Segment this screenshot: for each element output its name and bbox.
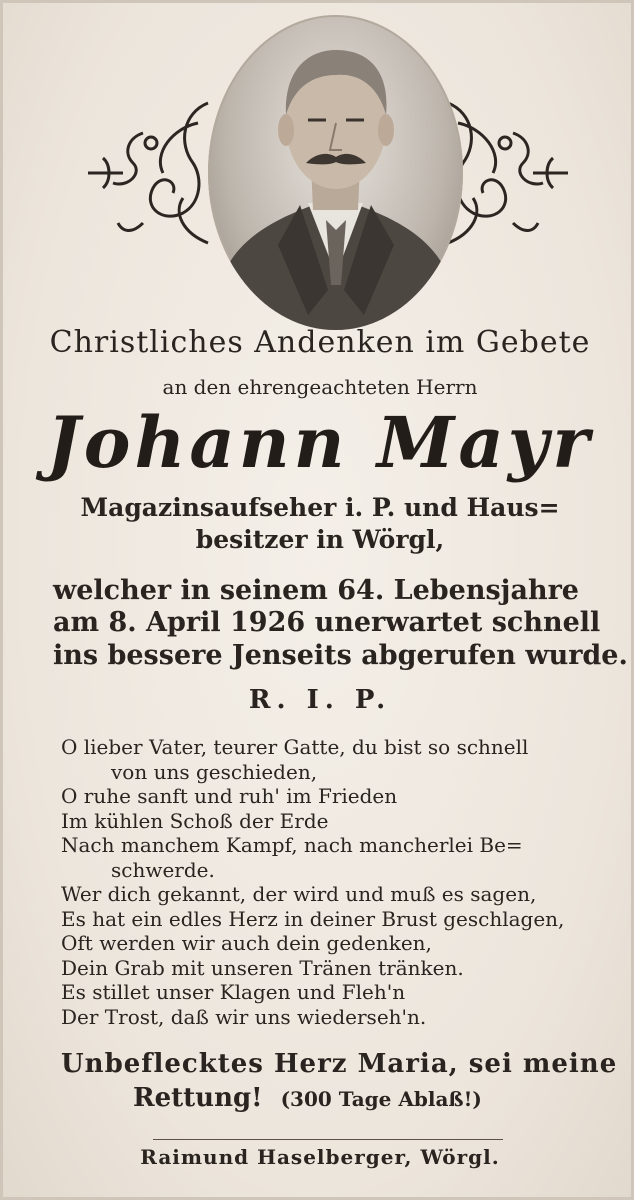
death-line-2: am 8. April 1926 unerwartet schnell — [53, 607, 601, 638]
poem-line: von uns geschieden, — [111, 759, 318, 784]
poem-line: Nach manchem Kampf, nach mancherlei Be= — [61, 833, 523, 857]
card-heading: Christliches Andenken im Gebete — [49, 325, 591, 360]
occupation-line-1: Magazinsaufseher i. P. und Haus= — [80, 493, 560, 522]
poem-line: Im kühlen Schoß der Erde — [61, 808, 329, 833]
poem-line: Oft werden wir auch dein gedenken, — [61, 931, 432, 955]
poem-line: schwerde. — [111, 857, 215, 882]
man-portrait-photo-icon — [208, 15, 463, 330]
poem-line: Wer dich gekannt, der wird und muß es sagen, — [61, 882, 537, 906]
poem-line: Dein Grab mit unseren Tränen tränken. — [61, 955, 464, 980]
divider-rule — [153, 1139, 503, 1140]
card-subheading: an den ehrengeachteten Herrn — [162, 375, 478, 399]
poem-line: Es stillet unser Klagen und Fleh'n — [61, 980, 406, 1004]
death-line-3: ins bessere Jenseits abgerufen wurde. — [53, 640, 628, 671]
poem-line: O ruhe sanft und ruh' im Frieden — [61, 784, 398, 808]
occupation-line-2: besitzer in Wörgl, — [195, 525, 445, 554]
portrait-frame — [208, 15, 463, 330]
scroll-ornament-left-icon — [83, 93, 213, 253]
poem-line: O lieber Vater, teurer Gatte, du bist so schnell — [61, 735, 529, 759]
rip-inscription: R. I. P. — [248, 685, 392, 715]
death-line-1: welcher in seinem 64. Lebensjahre — [53, 575, 579, 606]
prayer-line-1: Unbeflecktes Herz Maria, sei meine — [61, 1049, 618, 1079]
prayer-rettung: Rettung! — [133, 1083, 263, 1113]
poem-line: Es hat ein edles Herz in deiner Brust geschlagen, — [61, 906, 565, 931]
prayer-line-2 — [133, 1083, 634, 1113]
indulgence-note: (300 Tage Ablaß!) — [280, 1087, 482, 1111]
deceased-name: Johann Mayr — [46, 401, 594, 484]
memorial-poem — [61, 735, 606, 1029]
poem-line: Der Trost, daß wir uns wiederseh'n. — [61, 1004, 427, 1029]
printer-credit: Raimund Haselberger, Wörgl. — [140, 1145, 500, 1169]
